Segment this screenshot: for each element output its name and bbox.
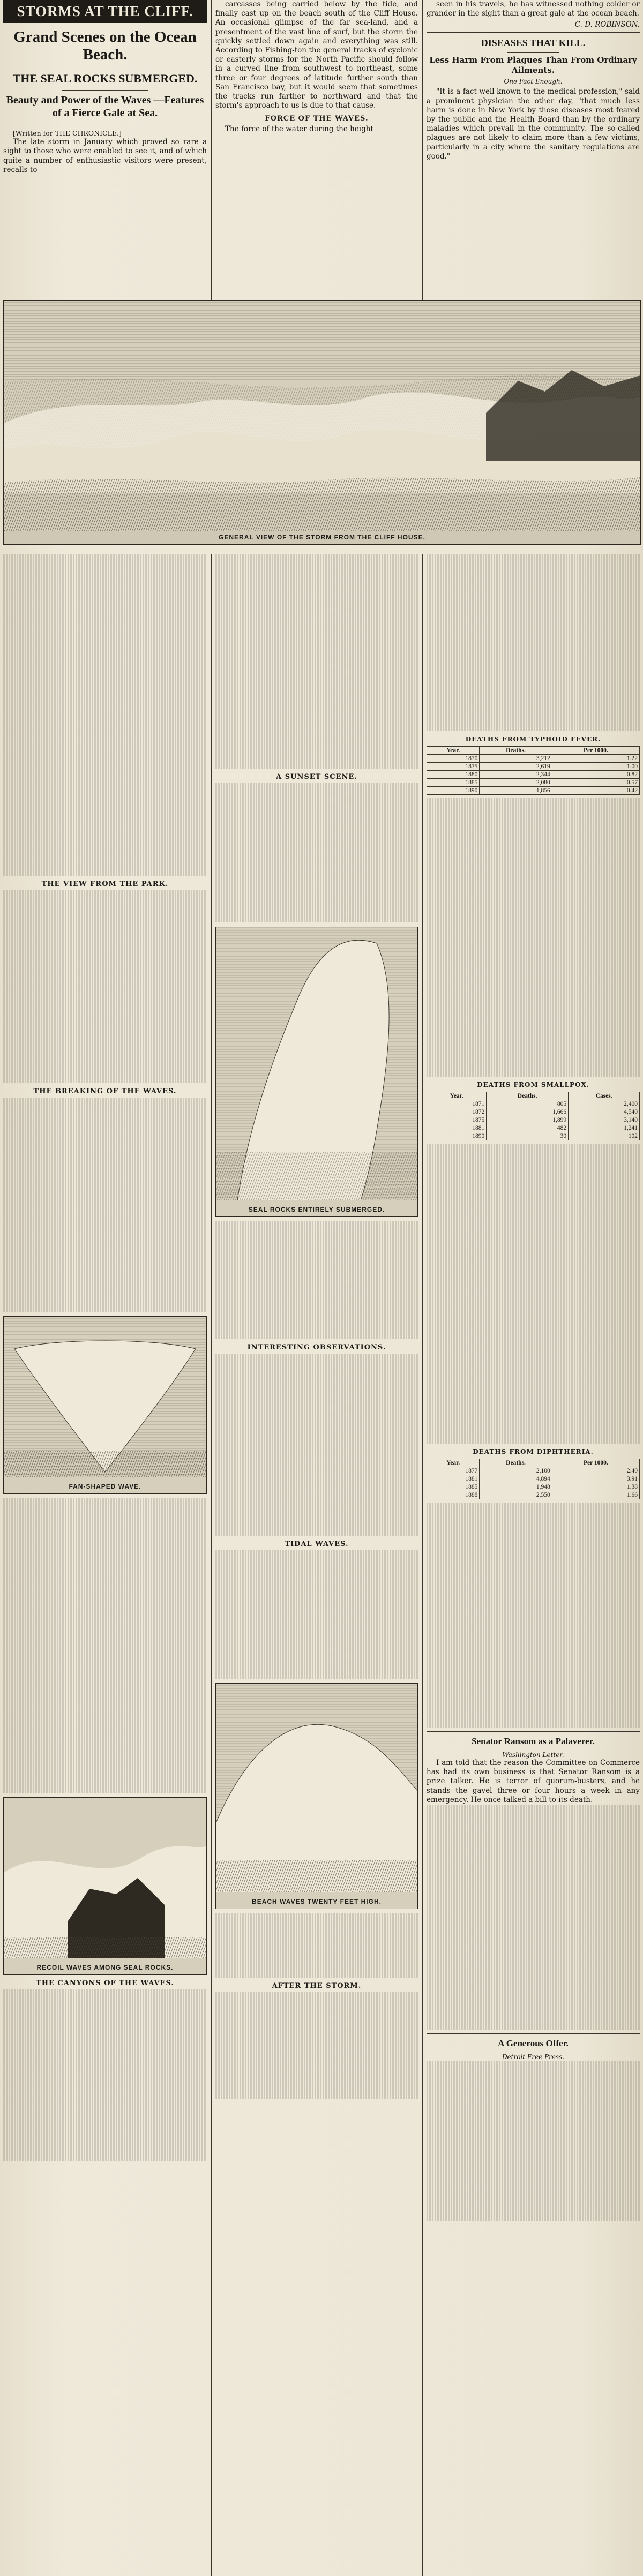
table-cell: 1,241 — [569, 1124, 640, 1132]
table-cell: 0.82 — [552, 771, 639, 779]
table-typhoid — [427, 746, 640, 795]
table-cell: 2.40 — [552, 1467, 639, 1475]
table-cell: 1.66 — [552, 1491, 639, 1499]
continued-paragraph: carcasses being carried below by the tide, and finally cast up on the beach south of the Cliff House. An occasional glimpse of the far sea-land, and a presentment of the vast line of surf, but the storm the quickly settled down again and everything was still. According to Fishing-ton the general tracks of cyclonic or easterly storms for the North Pacific should follow in a curved line from southwest to northeast, some three or four degrees of latitude further south than San Francisco bay, but it would seem that sometimes the tracks run farther to northward and that the storm's approach to us is due to that cause. — [215, 0, 418, 110]
table-cell: 1875 — [427, 763, 480, 771]
table-row — [427, 1108, 640, 1116]
article-column-1-bottom — [3, 554, 207, 2574]
table-cell: 1881 — [427, 1124, 487, 1132]
table-cell: 1888 — [427, 1491, 480, 1499]
table-cell: 4,894 — [480, 1475, 552, 1483]
generous-headline: A Generous Offer. — [498, 2038, 569, 2049]
table-cell: 1.38 — [552, 1483, 639, 1491]
article-column-1-top — [3, 0, 207, 300]
table-cell: 1,666 — [487, 1108, 569, 1116]
table-header: Per 1000. — [552, 747, 639, 755]
column-rule — [422, 0, 423, 300]
table-header: Deaths. — [487, 1092, 569, 1100]
table-row — [427, 1100, 640, 1108]
table-row — [427, 1116, 640, 1124]
figure-recoil-caption: RECOIL WAVES AMONG SEAL ROCKS. — [36, 1964, 174, 1971]
table-typhoid-title: DEATHS FROM TYPHOID FEVER. — [465, 735, 601, 743]
table-cell: 0.57 — [552, 779, 639, 787]
force-paragraph: The force of the water during the height — [225, 125, 373, 134]
table-cell: 1.00 — [552, 763, 639, 771]
table-cell: 2,400 — [569, 1100, 640, 1108]
column-rule — [211, 554, 212, 2576]
table-cell: 4,540 — [569, 1108, 640, 1116]
table-row — [427, 779, 640, 787]
figure-seal-rocks — [215, 927, 418, 1217]
table-cell: 1871 — [427, 1100, 487, 1108]
subhead-tidal: TIDAL WAVES. — [285, 1540, 349, 1548]
article-column-3-bottom — [427, 554, 640, 2574]
table-row — [427, 763, 640, 771]
table-header: Per 1000. — [552, 1459, 639, 1467]
article-banner: STORMS AT THE CLIFF. — [3, 0, 207, 23]
table-cell: 2,100 — [480, 1467, 552, 1475]
generous-source: Detroit Free Press. — [502, 2053, 565, 2061]
article-column-2-top — [215, 0, 418, 300]
table-row — [427, 1483, 640, 1491]
headline-secondary: THE SEAL ROCKS SUBMERGED. — [12, 72, 198, 85]
figure-beach-waves — [215, 1683, 418, 1909]
table-cell: 3.91 — [552, 1475, 639, 1483]
table-cell: 1.22 — [552, 755, 639, 763]
table-cell: 1890 — [427, 787, 480, 795]
table-cell: 102 — [569, 1132, 640, 1140]
subhead-sunset: A SUNSET SCENE. — [276, 773, 357, 781]
subhead-after-storm: AFTER THE STORM. — [272, 1982, 362, 1990]
table-cell: 1880 — [427, 771, 480, 779]
table-cell: 1877 — [427, 1467, 480, 1475]
article-column-2-bottom — [215, 554, 418, 2574]
table-cell: 2,550 — [480, 1491, 552, 1499]
figure-fan-wave — [3, 1316, 207, 1494]
diseases-headline: DISEASES THAT KILL. — [481, 37, 586, 49]
palaver-source: Washington Letter. — [502, 1751, 564, 1759]
table-row — [427, 1132, 640, 1140]
table-cell: 2,080 — [480, 779, 552, 787]
table-smallpox-title: DEATHS FROM SMALLPOX. — [477, 1081, 589, 1088]
table-cell: 1,856 — [480, 787, 552, 795]
closing-paragraph: seen in his travels, he has witnessed nothing colder or grander in the sight than a great gale at the ocean beach. — [427, 0, 640, 18]
intro-paragraph: The late storm in January which proved so rare a sight to those who were enabled to see it, and of which quite a number of enthusiastic visitors were present, recalls to — [3, 138, 207, 174]
table-cell: 1885 — [427, 779, 480, 787]
figure-seal-caption: SEAL ROCKS ENTIRELY SUBMERGED. — [248, 1206, 385, 1213]
diseases-subhead: Less Harm From Plagues Than From Ordinary Ailments. — [429, 55, 637, 76]
subhead-breaking-waves: THE BREAKING OF THE WAVES. — [33, 1087, 177, 1095]
diseases-intro: "It is a fact well known to the medical profession," said a prominent physician the other day, "that much less harm is done in New York by those diseases most feared by the public and the Health Board than by the ordinary maladies which prevail in the community. The so-called plagues are not likely to claim more than a few victims, particularly in a city where the sanitary regulations are good." — [427, 87, 640, 161]
figure-fan-caption: FAN-SHAPED WAVE. — [69, 1483, 141, 1490]
table-row — [427, 1475, 640, 1483]
table-cell: 482 — [487, 1124, 569, 1132]
table-header: Deaths. — [480, 1459, 552, 1467]
headline-primary: Grand Scenes on the Ocean Beach. — [13, 28, 197, 63]
byline: [Written for THE CHRONICLE.] — [13, 129, 122, 137]
column-rule — [422, 554, 423, 2576]
table-header: Cases. — [569, 1092, 640, 1100]
palaver-headline: Senator Ransom as a Palaverer. — [472, 1736, 595, 1746]
table-row — [427, 1491, 640, 1499]
article-column-3-top — [427, 0, 640, 300]
table-header: Year. — [427, 747, 480, 755]
table-header: Year. — [427, 1092, 487, 1100]
author-signature: C. D. ROBINSON. — [574, 20, 640, 29]
table-row — [427, 771, 640, 779]
table-row — [427, 787, 640, 795]
table-diphtheria-title: DEATHS FROM DIPHTHERIA. — [473, 1448, 594, 1455]
table-cell: 1872 — [427, 1108, 487, 1116]
table-cell: 1881 — [427, 1475, 480, 1483]
table-cell: 30 — [487, 1132, 569, 1140]
table-diphtheria — [427, 1459, 640, 1499]
diseases-source: One Fact Enough. — [504, 78, 563, 86]
headline-tertiary: Beauty and Power of the Waves —Features of a Fierce Gale at Sea. — [6, 94, 204, 119]
table-cell: 1870 — [427, 755, 480, 763]
table-cell: 1875 — [427, 1116, 487, 1124]
table-row — [427, 1467, 640, 1475]
subhead-interesting: INTERESTING OBSERVATIONS. — [247, 1343, 386, 1351]
column-rule — [211, 0, 212, 300]
subhead-force-of-waves: FORCE OF THE WAVES. — [265, 115, 369, 123]
table-cell: 1,948 — [480, 1483, 552, 1491]
subhead-canyons: THE CANYONS OF THE WAVES. — [36, 1979, 174, 1987]
table-cell: 2,344 — [480, 771, 552, 779]
storm-illustration — [4, 301, 640, 531]
figure-recoil-waves — [3, 1797, 207, 1975]
table-cell: 3,140 — [569, 1116, 640, 1124]
table-cell: 0.42 — [552, 787, 639, 795]
subhead-view-from-park: THE VIEW FROM THE PARK. — [41, 880, 169, 888]
table-row — [427, 1124, 640, 1132]
table-cell: 1,899 — [487, 1116, 569, 1124]
figure-general-view — [3, 300, 641, 545]
table-header: Deaths. — [480, 747, 552, 755]
table-cell: 3,212 — [480, 755, 552, 763]
table-row — [427, 755, 640, 763]
table-header: Year. — [427, 1459, 480, 1467]
table-cell: 1885 — [427, 1483, 480, 1491]
table-cell: 2,619 — [480, 763, 552, 771]
table-smallpox — [427, 1092, 640, 1140]
figure-beach-caption: BEACH WAVES TWENTY FEET HIGH. — [252, 1898, 382, 1905]
table-cell: 805 — [487, 1100, 569, 1108]
figure-main-caption: GENERAL VIEW OF THE STORM FROM THE CLIFF HOUSE. — [219, 534, 425, 541]
palaver-paragraph: I am told that the reason the Committee on Commerce has had its own business is that Senator Ransom is a prize talker. He is terror of quorum-busters, and he stands the gavel three or four hours a week in any emergency. He once talked a bill to its death. — [427, 1759, 640, 1804]
table-cell: 1890 — [427, 1132, 487, 1140]
